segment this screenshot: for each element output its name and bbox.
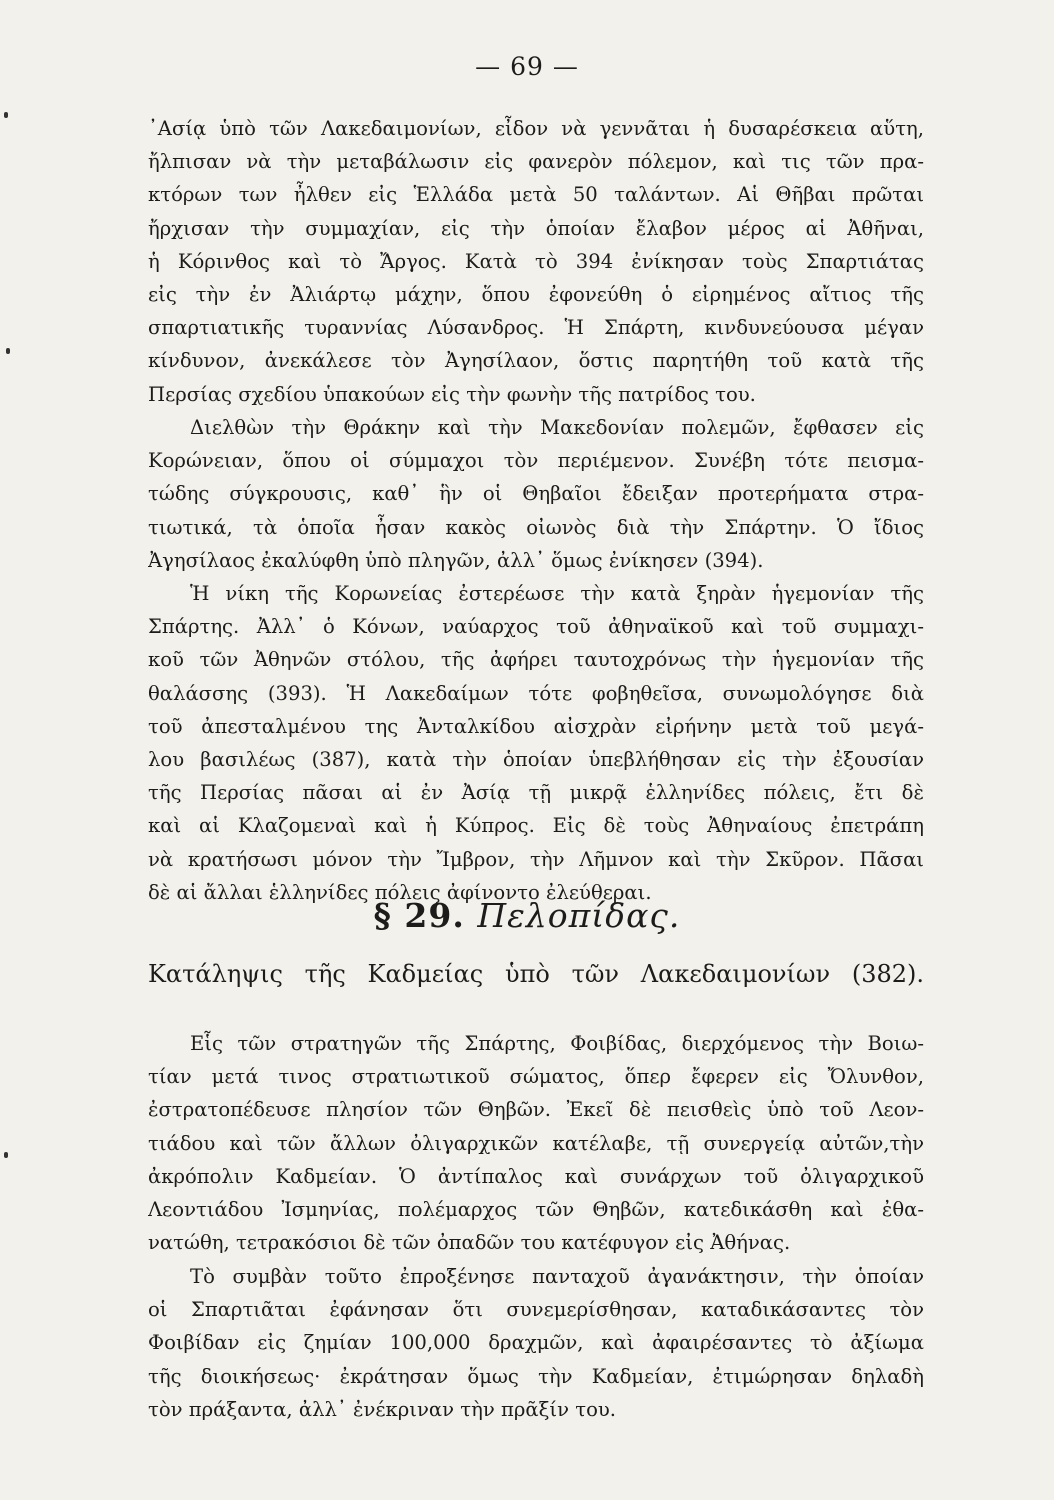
- text-line: νὰ κρατήσωσι μόνον τὴν Ἴμβρον, τὴν Λῆμνον καὶ τὴν Σκῦρον. Πᾶσαι: [148, 847, 924, 871]
- text-line: τιωτικά, τὰ ὁποῖα ἦσαν κακὸς οἰωνὸς διὰ τὴν Σπάρτην. Ὁ ἴδιος: [148, 515, 924, 539]
- text-line: ἡ Κόρινθος καὶ τὸ Ἄργος. Κατὰ τὸ 394 ἐνίκησαν τοὺς Σπαρτιάτας: [148, 249, 924, 273]
- margin-mark: [6, 348, 10, 354]
- text-line: λου βασιλέως (387), κατὰ τὴν ὁποίαν ὑπεβλήθησαν εἰς τὴν ἐξουσίαν: [148, 747, 924, 771]
- text-line: καὶ αἱ Κλαζομεναὶ καὶ ἡ Κύπρος. Εἰς δὲ τοὺς Ἀθηναίους ἐπετράπη: [148, 814, 924, 838]
- text-line: ἤρχισαν τὴν συμμαχίαν, εἰς τὴν ὁποίαν ἔλαβον μέρος αἱ Ἀθῆναι,: [148, 216, 924, 240]
- text-line: τίαν μετά τινος στρατιωτικοῦ σώματος, ὅπερ ἔφερεν εἰς Ὄλυνθον,: [148, 1065, 924, 1089]
- paragraph-5: [148, 1260, 924, 1426]
- section-name: Πελοπίδας.: [477, 896, 681, 935]
- text-line: ἐστρατοπέδευσε πλησίον τῶν Θηβῶν. Ἐκεῖ δὲ πεισθεὶς ὑπὸ τοῦ Λεον-: [148, 1098, 924, 1122]
- margin-mark: [4, 1152, 8, 1158]
- text-line: νατώθη, τετρακόσιοι δὲ τῶν ὀπαδῶν του κατέφυγον εἰς Ἀθήνας.: [148, 1231, 791, 1255]
- text-line: κτόρων των ἦλθεν εἰς Ἑλλάδα μετὰ 50 ταλάντων. Αἱ Θῆβαι πρῶται: [148, 183, 924, 207]
- text-line: Λεοντιάδου Ἰσμηνίας, πολέμαρχος τῶν Θηβῶν, κατεδικάσθη καὶ ἐθα-: [148, 1197, 924, 1221]
- text-line: Ἀγησίλαος ἐκαλύφθη ὑπὸ πληγῶν, ἀλλ᾿ ὅμως ἐνίκησεν (394).: [148, 548, 764, 572]
- text-line: Περσίας σχεδίου ὑπακούων εἰς τὴν φωνὴν τῆς πατρίδος του.: [148, 382, 756, 406]
- text-line: θαλάσσης (393). Ἡ Λακεδαίμων τότε φοβηθεῖσα, συνωμολόγησε διὰ: [148, 681, 924, 705]
- section-subheading: Κατάληψις τῆς Καδμείας ὑπὸ τῶν Λακεδαιμονίων (382).: [148, 960, 924, 988]
- text-line: τοῦ ἀπεσταλμένου της Ἀνταλκίδου αἰσχρὰν εἰρήνην μετὰ τοῦ μεγά-: [148, 714, 924, 738]
- paragraph-2: [148, 411, 924, 577]
- section-symbol: §: [373, 896, 392, 935]
- text-line: τῆς Περσίας πᾶσαι αἱ ἐν Ἀσίᾳ τῇ μικρᾷ ἑλληνίδες πόλεις, ἔτι δὲ: [148, 781, 924, 805]
- text-line: δὲ αἱ ἄλλαι ἑλληνίδες πόλεις ἀφίνοντο ἐλεύθεραι.: [148, 880, 652, 904]
- text-line: κοῦ τῶν Ἀθηνῶν στόλου, τῆς ἀφήρει ταυτοχρόνως τὴν ἡγεμονίαν τῆς: [148, 648, 924, 672]
- text-line: Κορώνειαν, ὅπου οἱ σύμμαχοι τὸν περιέμενον. Συνέβη τότε πεισμα-: [148, 449, 924, 473]
- paragraph-3: [148, 577, 924, 909]
- text-line: τώδης σύγκρουσις, καθ᾿ ἣν οἱ Θηβαῖοι ἔδειξαν προτερήματα στρα-: [148, 482, 924, 506]
- section-number: 29.: [404, 896, 465, 935]
- text-line: Εἷς τῶν στρατηγῶν τῆς Σπάρτης, Φοιβίδας, διερχόμενος τὴν Βοιω-: [190, 1032, 924, 1055]
- text-line: σπαρτιατικῆς τυραννίας Λύσανδρος. Ἡ Σπάρτη, κινδυνεύουσα μέγαν: [148, 316, 924, 340]
- page-number: — 69 —: [475, 52, 579, 81]
- section-heading: [0, 896, 1054, 935]
- text-line: τιάδου καὶ τῶν ἄλλων ὀλιγαρχικῶν κατέλαβε, τῇ συνεργείᾳ αὐτῶν,τὴν: [148, 1131, 924, 1155]
- text-line: Φοιβίδαν εἰς ζημίαν 100,000 δραχμῶν, καὶ ἀφαιρέσαντες τὸ ἀξίωμα: [148, 1331, 924, 1355]
- paragraph-4: [148, 1027, 924, 1259]
- text-line: τὸν πράξαντα, ἀλλ᾿ ἐνέκριναν τὴν πρᾶξίν του.: [148, 1397, 617, 1421]
- text-line: κίνδυνον, ἀνεκάλεσε τὸν Ἀγησίλαον, ὅστις παρητήθη τοῦ κατὰ τῆς: [148, 349, 924, 373]
- text-line: ᾿Ασίᾳ ὑπὸ τῶν Λακεδαιμονίων, εἶδον νὰ γεννᾶται ἡ δυσαρέσκεια αὕτη,: [148, 117, 924, 140]
- text-line: ἤλπισαν νὰ τὴν μεταβάλωσιν εἰς φανερὸν πόλεμον, καὶ τις τῶν πρα-: [148, 150, 924, 174]
- margin-mark: [4, 112, 8, 118]
- text-line: οἱ Σπαρτιᾶται ἐφάνησαν ὅτι συνεμερίσθησαν, καταδικάσαντες τὸν: [148, 1298, 924, 1322]
- paragraph-1: [148, 112, 924, 411]
- text-line: Τὸ συμβὰν τοῦτο ἐπροξένησε πανταχοῦ ἀγανάκτησιν, τὴν ὁποίαν: [190, 1265, 924, 1288]
- text-line: εἰς τὴν ἐν Ἀλιάρτῳ μάχην, ὅπου ἐφονεύθη ὁ εἰρημένος αἴτιος τῆς: [148, 282, 924, 306]
- text-line: ἀκρόπολιν Καδμείαν. Ὁ ἀντίπαλος καὶ συνάρχων τοῦ ὀλιγαρχικοῦ: [148, 1164, 924, 1188]
- text-line: Ἡ νίκη τῆς Κορωνείας ἐστερέωσε τὴν κατὰ ξηρὰν ἡγεμονίαν τῆς: [190, 582, 924, 605]
- text-line: Διελθὼν τὴν Θράκην καὶ τὴν Μακεδονίαν πολεμῶν, ἔφθασεν εἰς: [190, 416, 924, 439]
- text-line: Σπάρτης. Ἀλλ᾿ ὁ Κόνων, ναύαρχος τοῦ ἀθηναϊκοῦ καὶ τοῦ συμμαχι-: [148, 615, 924, 639]
- text-line: τῆς διοικήσεως· ἐκράτησαν ὅμως τὴν Καδμείαν, ἐτιμώρησαν δηλαδὴ: [148, 1364, 924, 1388]
